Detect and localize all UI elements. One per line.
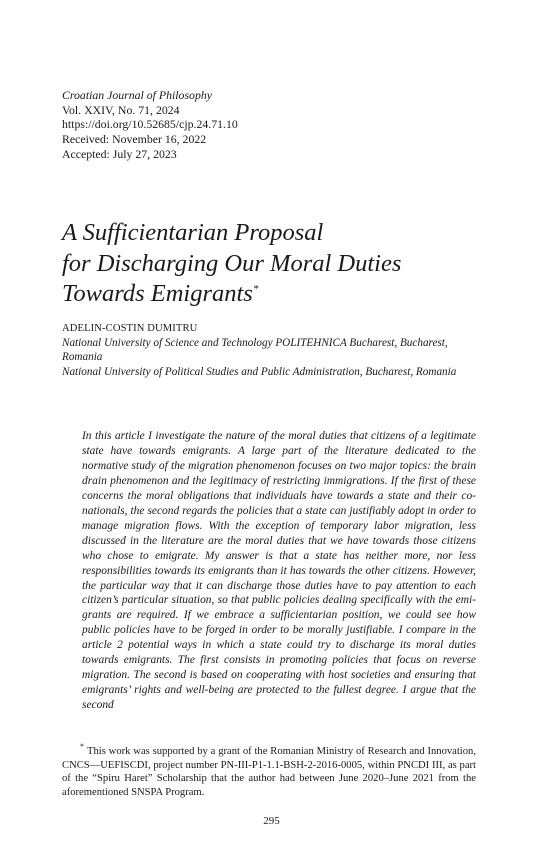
author-block: [62, 322, 482, 379]
received-date: Received: November 16, 2022: [62, 132, 207, 147]
title-line-3: [62, 279, 401, 310]
title-footnote-mark[interactable]: *: [252, 282, 259, 295]
title-line-1: A Sufficientarian Proposal: [62, 219, 324, 246]
journal-volume: Vol. XXIV, No. 71, 2024: [62, 102, 180, 117]
author-affiliation-1: National University of Science and Technology POLITEHNICA Bucharest, Bucharest, Romania: [62, 337, 448, 364]
author-name: ADELIN-COSTIN DUMITRU: [62, 323, 198, 334]
article-title: [62, 218, 401, 310]
title-line-3-text: Towards Emigrants: [62, 280, 253, 307]
abstract-text: In this article I investigate the nature of the moral duties that citizens of a legitimate state have towards emigrants. A large part of the literature dedicated to the normative study of the migration phenomenon focuses on two major topics: the brain drain phenomenon and the legitimacy of restricting immigrations. If the first of these concerns the moral obligations that individuals have towards a state and their co-nationals, the second regards the policies that a state can justifiably adopt in order to manage migration flows. With the exception of temporary labor migration, less discussed in the literature are the moral duties that we have towards those citizens who chose to emigrate. My answer is that a state has neither more, nor less responsibilities towards its emigrants than it has towards the other citizens. However, the particular way that it can discharge those duties have to pay attention to each citizen’s particular situation, so that public policies dealing specifically with the emigrants are required. If we embrace a sufficientarian position, we could see how public policies have to be forged in order to be morally justifiable. I compare in the article 2 potential ways in which a state could try to discharge its moral duties towards emigrants. The first consists in promoting policies that focus on reverse migration. The second is based on cooperating with host societies and ensuring that emigrants’ rights and well-being are protected to the fullest degree. I argue that the second: [82, 430, 476, 712]
title-line-2: for Discharging Our Moral Duties: [62, 249, 402, 277]
footnote-text: This work was supported by a grant of the Romanian Ministry of Research and Innovation, CNCS—UEFISCDI, project number PN-III-P1-1.1-BSH-2-2016-0005, within PNCDI III, as part of the “Spiru Haret” Scholarship that the author had between June 2020–June 2021 from the aforementioned SNSPA Program.: [62, 746, 476, 799]
accepted-date: Accepted: July 27, 2023: [62, 146, 177, 161]
author-affiliation-2: National University of Political Studies and Public Administration, Bucharest, Romania: [62, 365, 457, 378]
footnote-mark: *: [80, 742, 84, 752]
journal-header: [62, 88, 238, 162]
journal-name: Croatian Journal of Philosophy: [62, 88, 212, 102]
page-number: 295: [263, 815, 280, 827]
journal-doi[interactable]: https://doi.org/10.52685/cjp.24.71.10: [62, 117, 238, 132]
footnote: [62, 742, 476, 800]
